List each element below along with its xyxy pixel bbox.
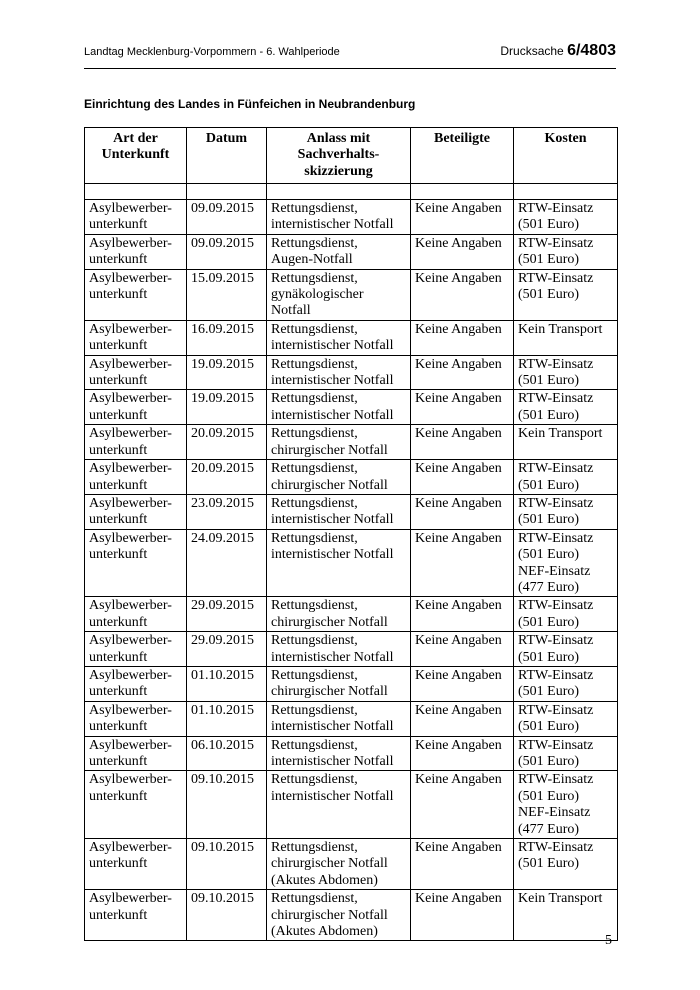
table-row [85, 666, 618, 701]
table-row [85, 529, 618, 597]
table-row [85, 839, 618, 890]
column-header: Beteiligte [411, 128, 514, 184]
table-row [85, 771, 618, 839]
spacer-row [85, 184, 618, 200]
table-row [85, 494, 618, 529]
anlass-cell: Rettungsdienst, internistischer Notfall [267, 320, 411, 355]
kosten-cell: RTW-Einsatz (501 Euro) [514, 597, 618, 632]
drucksache-number: 6/4803 [567, 42, 616, 59]
art-cell: Asylbewerber- unterkunft [85, 460, 187, 495]
beteiligte-cell: Keine Angaben [411, 632, 514, 667]
table-row [85, 701, 618, 736]
anlass-cell: Rettungsdienst, gynäkologischer Notfall [267, 269, 411, 320]
beteiligte-cell: Keine Angaben [411, 460, 514, 495]
anlass-cell: Rettungsdienst, chirurgischer Notfall [267, 425, 411, 460]
table-row [85, 390, 618, 425]
art-cell: Asylbewerber- unterkunft [85, 425, 187, 460]
art-cell: Asylbewerber- unterkunft [85, 597, 187, 632]
kosten-cell: RTW-Einsatz (501 Euro) [514, 701, 618, 736]
datum-cell: 19.09.2015 [187, 390, 267, 425]
kosten-cell: RTW-Einsatz (501 Euro) [514, 736, 618, 771]
datum-cell: 09.09.2015 [187, 200, 267, 235]
beteiligte-cell: Keine Angaben [411, 320, 514, 355]
datum-cell: 09.10.2015 [187, 771, 267, 839]
art-cell: Asylbewerber- unterkunft [85, 701, 187, 736]
incident-table [84, 127, 618, 941]
anlass-cell: Rettungsdienst, chirurgischer Notfall [267, 597, 411, 632]
anlass-cell: Rettungsdienst, chirurgischer Notfall [267, 666, 411, 701]
kosten-cell: RTW-Einsatz (501 Euro) NEF-Einsatz (477 Euro) [514, 771, 618, 839]
datum-cell: 23.09.2015 [187, 494, 267, 529]
kosten-cell: RTW-Einsatz (501 Euro) [514, 355, 618, 390]
table-row [85, 632, 618, 667]
anlass-cell: Rettungsdienst, internistischer Notfall [267, 736, 411, 771]
anlass-cell: Rettungsdienst, internistischer Notfall [267, 701, 411, 736]
art-cell: Asylbewerber- unterkunft [85, 529, 187, 597]
section-title: Einrichtung des Landes in Fünfeichen in Neubrandenburg [84, 97, 416, 111]
art-cell: Asylbewerber- unterkunft [85, 320, 187, 355]
datum-cell: 16.09.2015 [187, 320, 267, 355]
kosten-cell: RTW-Einsatz (501 Euro) NEF-Einsatz (477 Euro) [514, 529, 618, 597]
spacer-cell [85, 184, 187, 200]
beteiligte-cell: Keine Angaben [411, 390, 514, 425]
anlass-cell: Rettungsdienst, internistischer Notfall [267, 200, 411, 235]
beteiligte-cell: Keine Angaben [411, 425, 514, 460]
datum-cell: 19.09.2015 [187, 355, 267, 390]
art-cell: Asylbewerber- unterkunft [85, 632, 187, 667]
datum-cell: 24.09.2015 [187, 529, 267, 597]
column-header: Datum [187, 128, 267, 184]
anlass-cell: Rettungsdienst, chirurgischer Notfall [267, 460, 411, 495]
beteiligte-cell: Keine Angaben [411, 890, 514, 941]
table-row [85, 200, 618, 235]
datum-cell: 09.09.2015 [187, 234, 267, 269]
beteiligte-cell: Keine Angaben [411, 269, 514, 320]
kosten-cell: RTW-Einsatz (501 Euro) [514, 200, 618, 235]
art-cell: Asylbewerber- unterkunft [85, 355, 187, 390]
page-number: 5 [605, 933, 612, 948]
anlass-cell: Rettungsdienst, internistischer Notfall [267, 529, 411, 597]
art-cell: Asylbewerber- unterkunft [85, 390, 187, 425]
datum-cell: 01.10.2015 [187, 701, 267, 736]
beteiligte-cell: Keine Angaben [411, 355, 514, 390]
beteiligte-cell: Keine Angaben [411, 701, 514, 736]
beteiligte-cell: Keine Angaben [411, 736, 514, 771]
art-cell: Asylbewerber- unterkunft [85, 200, 187, 235]
table-row [85, 234, 618, 269]
table-row [85, 355, 618, 390]
column-header: Anlass mit Sachverhalts-skizzierung [267, 128, 411, 184]
kosten-cell: Kein Transport [514, 425, 618, 460]
beteiligte-cell: Keine Angaben [411, 234, 514, 269]
datum-cell: 29.09.2015 [187, 597, 267, 632]
anlass-cell: Rettungsdienst, internistischer Notfall [267, 355, 411, 390]
art-cell: Asylbewerber- unterkunft [85, 890, 187, 941]
beteiligte-cell: Keine Angaben [411, 666, 514, 701]
datum-cell: 09.10.2015 [187, 890, 267, 941]
datum-cell: 15.09.2015 [187, 269, 267, 320]
column-header: Kosten [514, 128, 618, 184]
table-row [85, 425, 618, 460]
spacer-cell [267, 184, 411, 200]
drucksache-label: Drucksache [500, 44, 564, 58]
beteiligte-cell: Keine Angaben [411, 839, 514, 890]
beteiligte-cell: Keine Angaben [411, 771, 514, 839]
table-row [85, 890, 618, 941]
kosten-cell: RTW-Einsatz (501 Euro) [514, 269, 618, 320]
datum-cell: 29.09.2015 [187, 632, 267, 667]
anlass-cell: Rettungsdienst, chirurgischer Notfall (Akutes Abdomen) [267, 839, 411, 890]
art-cell: Asylbewerber- unterkunft [85, 494, 187, 529]
datum-cell: 06.10.2015 [187, 736, 267, 771]
header-right-text [500, 42, 616, 60]
kosten-cell: RTW-Einsatz (501 Euro) [514, 494, 618, 529]
anlass-cell: Rettungsdienst, Augen-Notfall [267, 234, 411, 269]
art-cell: Asylbewerber- unterkunft [85, 269, 187, 320]
datum-cell: 20.09.2015 [187, 460, 267, 495]
anlass-cell: Rettungsdienst, internistischer Notfall [267, 390, 411, 425]
spacer-cell [411, 184, 514, 200]
table-header-row [85, 128, 618, 184]
column-header: Art der Unterkunft [85, 128, 187, 184]
table-body [85, 200, 618, 941]
kosten-cell: RTW-Einsatz (501 Euro) [514, 632, 618, 667]
art-cell: Asylbewerber- unterkunft [85, 666, 187, 701]
kosten-cell: Kein Transport [514, 320, 618, 355]
art-cell: Asylbewerber- unterkunft [85, 771, 187, 839]
kosten-cell: RTW-Einsatz (501 Euro) [514, 460, 618, 495]
kosten-cell: Kein Transport [514, 890, 618, 941]
art-cell: Asylbewerber- unterkunft [85, 736, 187, 771]
art-cell: Asylbewerber- unterkunft [85, 234, 187, 269]
beteiligte-cell: Keine Angaben [411, 529, 514, 597]
table-row [85, 269, 618, 320]
anlass-cell: Rettungsdienst, chirurgischer Notfall (Akutes Abdomen) [267, 890, 411, 941]
spacer-cell [187, 184, 267, 200]
kosten-cell: RTW-Einsatz (501 Euro) [514, 234, 618, 269]
table-row [85, 736, 618, 771]
beteiligte-cell: Keine Angaben [411, 494, 514, 529]
table-row [85, 597, 618, 632]
spacer-cell [514, 184, 618, 200]
art-cell: Asylbewerber- unterkunft [85, 839, 187, 890]
datum-cell: 09.10.2015 [187, 839, 267, 890]
datum-cell: 20.09.2015 [187, 425, 267, 460]
kosten-cell: RTW-Einsatz (501 Euro) [514, 390, 618, 425]
header-left-text: Landtag Mecklenburg-Vorpommern - 6. Wahlperiode [84, 46, 340, 58]
table-row [85, 320, 618, 355]
beteiligte-cell: Keine Angaben [411, 200, 514, 235]
table-row [85, 460, 618, 495]
anlass-cell: Rettungsdienst, internistischer Notfall [267, 632, 411, 667]
anlass-cell: Rettungsdienst, internistischer Notfall [267, 494, 411, 529]
anlass-cell: Rettungsdienst, internistischer Notfall [267, 771, 411, 839]
kosten-cell: RTW-Einsatz (501 Euro) [514, 666, 618, 701]
kosten-cell: RTW-Einsatz (501 Euro) [514, 839, 618, 890]
beteiligte-cell: Keine Angaben [411, 597, 514, 632]
datum-cell: 01.10.2015 [187, 666, 267, 701]
page-header [84, 42, 616, 69]
